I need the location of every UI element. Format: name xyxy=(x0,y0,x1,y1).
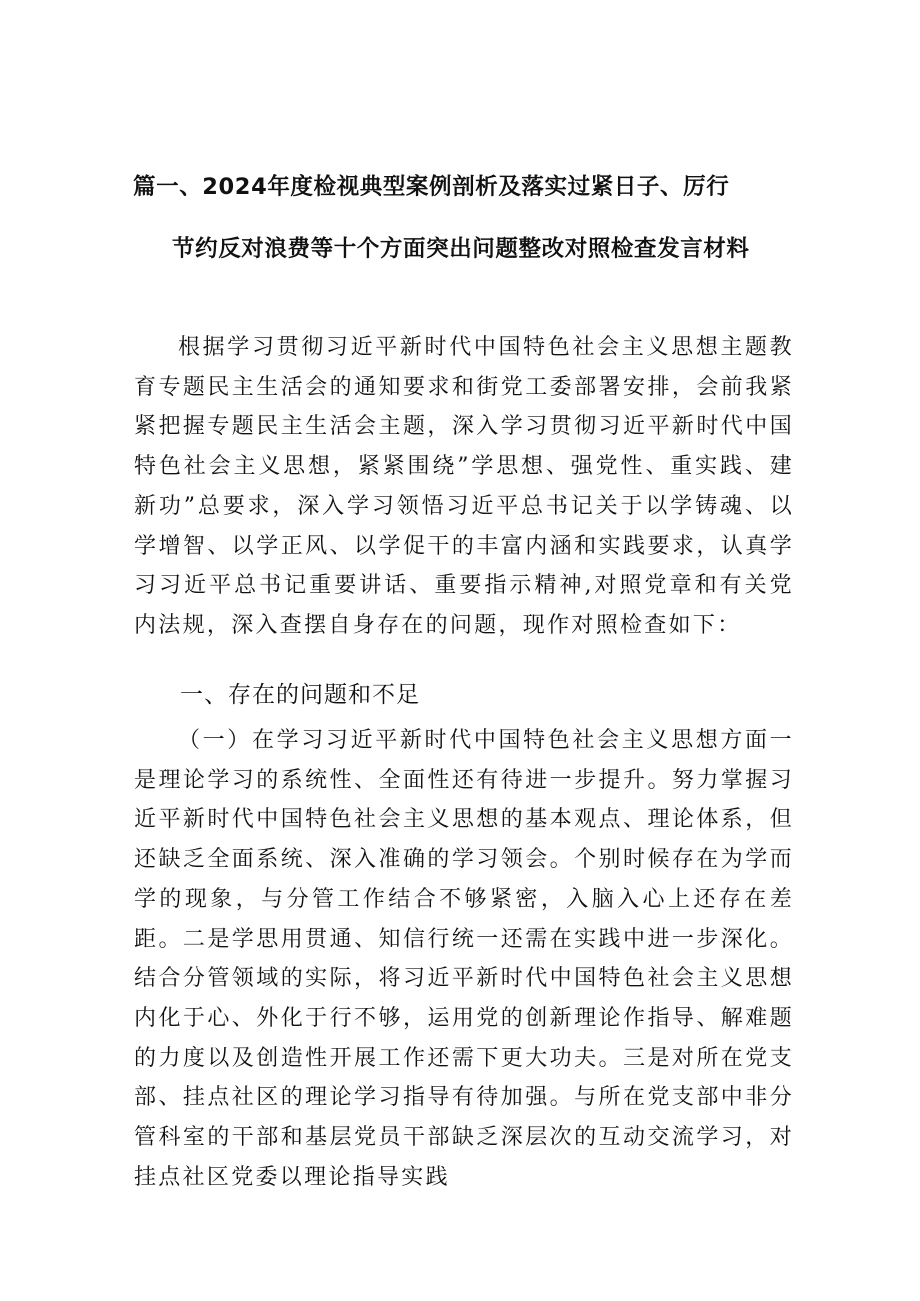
document-title-line-1: 篇一、2024年度检视典型案例剖析及落实过紧日子、厉行 xyxy=(133,174,730,200)
intro-paragraph: 根据学习贯彻习近平新时代中国特色社会主义思想主题教育专题民主生活会的通知要求和街党工委部署安排，会前我紧紧把握专题民主生活会主题，深入学习贯彻习近平新时代中国特色社会主义思想，紧紧围绕”学思想、强党性、重实践、建新功”总要求，深入学习领悟习近平总书记关于以学铸魂、以学增智、以学正风、以学促干的丰富内涵和实践要求，认真学习习近平总书记重要讲话、重要指示精神,对照党章和有关党内法规，深入查摆自身存在的问题，现作对照检查如下： xyxy=(134,335,794,638)
section-paragraph: （一）在学习习近平新时代中国特色社会主义思想方面一是理论学习的系统性、全面性还有待进一步提升。努力掌握习近平新时代中国特色社会主义思想的基本观点、理论体系，但还缺乏全面系统、深入准确的学习领会。个别时候存在为学而学的现象，与分管工作结合不够紧密，入脑入心上还存在差距。二是学思用贯通、知信行统一还需在实践中进一步深化。结合分管领域的实际，将习近平新时代中国特色社会主义思想内化于心、外化于行不够，运用党的创新理论作指导、解难题的力度以及创造性开展工作还需下更大功夫。三是对所在党支部、挂点社区的理论学习指导有待加强。与所在党支部中非分管科室的干部和基层党员干部缺乏深层次的互动交流学习，对挂点社区党委以理论指导实践 xyxy=(134,728,794,1190)
document-title-line-2: 节约反对浪费等十个方面突出问题整改对照检查发言材料 xyxy=(172,236,750,262)
section-heading: 一、存在的问题和不足 xyxy=(180,682,420,708)
